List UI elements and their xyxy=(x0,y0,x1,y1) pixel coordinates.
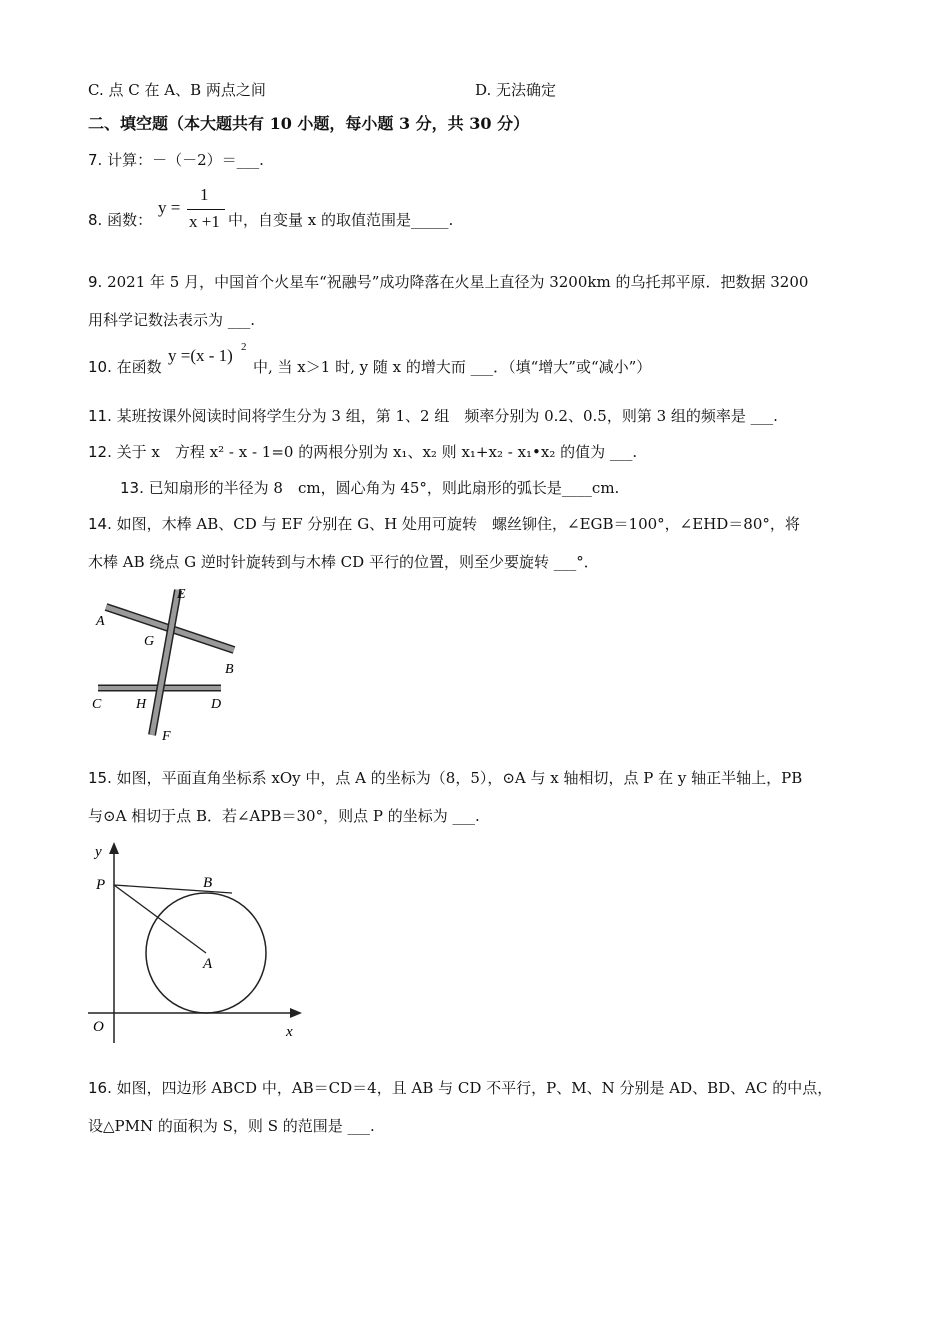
question-text: 关于 x 方程 x² - x - 1=0 的两根分别为 x₁、x₂ 则 x₁+x₂ - x₁•x₂ 的值为 ___. xyxy=(116,443,638,461)
question-number: 12. xyxy=(88,443,112,461)
question-line-2: 与⊙A 相切于点 B．若∠APB＝30°，则点 P 的坐标为 ___. xyxy=(88,807,480,825)
label-y: y xyxy=(95,844,102,860)
question-line-1: 如图，四边形 ABCD 中，AB＝CD＝4，且 AB 与 CD 不平行，P、M、N 分别是 AD、BD、AC 的中点， xyxy=(116,1079,833,1097)
label-d: D xyxy=(211,697,222,712)
figure-coordinate xyxy=(85,838,310,1048)
question-suffix: 中, 当 x＞1 时, y 随 x 的增大而 ___．（填“增大”或“减小”） xyxy=(253,358,652,376)
fraction-bar xyxy=(187,209,225,210)
question-number: 13. xyxy=(120,479,144,497)
question-7 xyxy=(88,150,264,170)
question-text: 某班按课外阅读时间将学生分为 3 组，第 1、2 组 频率分别为 0.2、0.5，则第 3 组的频率是 ___. xyxy=(116,407,778,425)
x-axis-arrow xyxy=(290,1008,302,1018)
figure-sticks xyxy=(88,585,248,750)
formula: y =(x - 1) xyxy=(168,346,233,365)
label-b: B xyxy=(225,662,234,677)
question-number: 8. xyxy=(88,211,103,229)
label-e: E xyxy=(177,587,186,602)
question-number: 9. xyxy=(88,273,103,291)
label-c: C xyxy=(92,697,102,712)
question-line-1: 2021 年 5 月，中国首个火星车“祝融号”成功降落在火星上直径为 3200km 的乌托邦平原．把数据 3200 xyxy=(107,273,809,291)
question-number: 11. xyxy=(88,407,112,425)
question-number: 14. xyxy=(88,515,112,533)
label-g: G xyxy=(144,634,155,649)
formula-exponent: 2 xyxy=(241,341,247,353)
question-suffix: 中，自变量 x 的取值范围是_____. xyxy=(228,211,454,229)
fraction-denominator: x +1 xyxy=(189,212,220,231)
option-d: D. 无法确定 xyxy=(475,81,557,99)
label-o: O xyxy=(93,1019,104,1035)
label-a: A xyxy=(96,614,105,629)
question-prefix: 在函数 xyxy=(116,358,162,376)
segment-pb xyxy=(114,885,232,893)
y-axis-arrow xyxy=(109,842,119,854)
question-12 xyxy=(88,442,637,462)
question-number: 7. xyxy=(88,151,103,169)
fraction-numerator: 1 xyxy=(200,185,209,204)
option-c: C. 点 C 在 A、B 两点之间 xyxy=(88,81,266,99)
stick-ef-inner xyxy=(152,590,178,735)
question-line-1: 如图，木棒 AB、CD 与 EF 分别在 G、H 处用可旋转 螺丝铆住，∠EGB＝100°，∠EHD＝80°，将 xyxy=(116,515,800,533)
question-number: 10. xyxy=(88,358,112,376)
label-p: P xyxy=(96,877,106,893)
question-line-2: 设△PMN 的面积为 S，则 S 的范围是 ___. xyxy=(88,1117,375,1135)
question-line-1: 如图，平面直角坐标系 xOy 中，点 A 的坐标为（8，5），⊙A 与 x 轴相切，点 P 在 y 轴正半轴上，PB xyxy=(116,769,803,787)
section-title: 二、填空题（本大题共有 10 小题，每小题 3 分，共 30 分） xyxy=(88,114,530,133)
label-h: H xyxy=(136,697,147,712)
question-13 xyxy=(120,478,619,498)
question-11 xyxy=(88,406,778,426)
question-text: 计算：－（－2）＝___. xyxy=(107,151,264,169)
formula-lhs: y = xyxy=(158,198,181,217)
label-f: F xyxy=(162,729,171,744)
question-line-2: 用科学记数法表示为 ___. xyxy=(88,311,256,329)
question-number: 15. xyxy=(88,769,112,787)
label-b: B xyxy=(203,875,213,891)
label-x: x xyxy=(286,1024,293,1040)
question-number: 16. xyxy=(88,1079,112,1097)
label-a: A xyxy=(203,956,213,972)
question-prefix: 函数： xyxy=(107,211,153,229)
question-text: 已知扇形的半径为 8 cm，圆心角为 45°，则此扇形的弧长是____cm. xyxy=(148,479,620,497)
question-line-2: 木棒 AB 绕点 G 逆时针旋转到与木棒 CD 平行的位置，则至少要旋转 ___°． xyxy=(88,553,599,571)
